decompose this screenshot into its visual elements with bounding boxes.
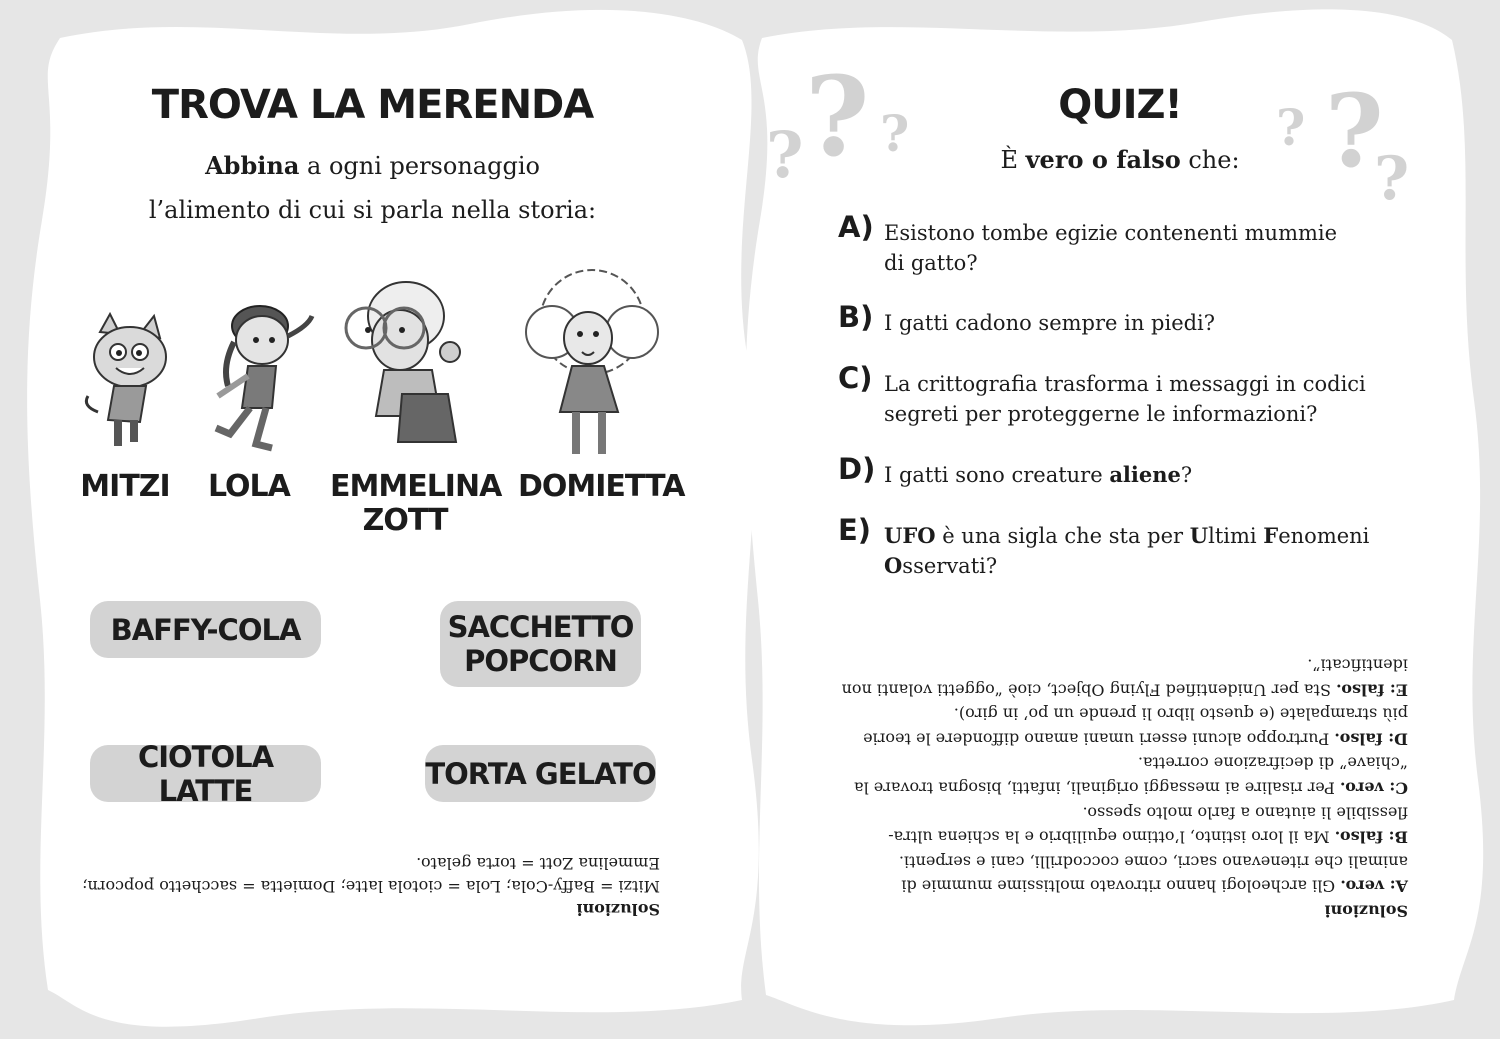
old-woman-glasses-icon — [340, 276, 470, 452]
food-label-text: TORTA GELATO — [425, 756, 656, 791]
solution-text: Ma il loro istinto, l’ottimo equilibrio e la schiena ultra-flessibile li aiutano a farlo molto spesso. — [888, 803, 1408, 847]
food-label-line1: SACCHETTO — [447, 610, 634, 644]
right-solutions-title: Soluzioni — [1324, 901, 1408, 921]
question-letter: E) — [838, 513, 872, 547]
question-line1: La crittografia trasforma i messaggi in codici — [884, 372, 1366, 396]
question-letter: B) — [838, 300, 874, 334]
solution-text: Sta per Unidentified Flying Object, cioè “oggetti volanti non identificati”. — [841, 655, 1408, 700]
text-part: sservati? — [902, 554, 998, 578]
left-solutions-title: Soluzioni — [576, 900, 660, 919]
solution-label: E: falso. — [1336, 680, 1408, 700]
question-line1: Esistono tombe egizie contenenti mummie — [884, 221, 1338, 245]
text-bold: UFO — [884, 523, 936, 548]
question-letter: A) — [838, 210, 874, 244]
character-name-line1: EMMELINA — [330, 469, 502, 504]
page-title-right: QUIZ! — [1058, 82, 1182, 128]
question-text — [884, 308, 1384, 338]
solution-label: D: falso. — [1334, 729, 1408, 749]
intro-suffix: che: — [1180, 146, 1240, 174]
question-text — [884, 521, 1384, 581]
character-name-domietta: DOMIETTA — [518, 469, 685, 504]
solution-text: Gli archeologi hanno ritrovato moltissime mummie di animali che ritenevano sacri, come coccodrilli, cani e serpenti. — [898, 852, 1408, 896]
solution-item-e — [838, 652, 1408, 701]
intro-line1-rest: a ogni personaggio — [299, 152, 540, 180]
food-label-torta-gelato — [425, 745, 656, 802]
cat-character-icon — [78, 312, 188, 452]
solution-text: Purtroppo alcuni esseri umani amano diffondere le teorie più strampalate (e questo libro li prende un po’ in giro). — [863, 704, 1408, 749]
solution-label: B: falso. — [1334, 827, 1408, 847]
food-label-text: CIOTOLA LATTE — [137, 739, 274, 808]
solution-item-a — [838, 849, 1408, 898]
text-bold: U — [1189, 523, 1209, 548]
solution-label: A: vero. — [1340, 876, 1408, 896]
question-line1: I gatti cadono sempre in piedi? — [884, 311, 1216, 335]
left-solutions-upside-down — [80, 852, 660, 921]
character-name-line2: ZOTT — [362, 503, 448, 538]
girl-pigtails-icon — [198, 296, 318, 456]
intro-line2: l’alimento di cui si parla nella storia: — [148, 196, 597, 224]
question-line1 — [884, 521, 1384, 551]
question-mark-icon: ? — [805, 52, 870, 181]
question-mark-icon: ? — [1374, 144, 1410, 214]
intro-prefix: È — [1000, 146, 1026, 174]
question-text — [884, 369, 1384, 429]
character-name-lola: LOLA — [208, 469, 290, 504]
solution-label: C: vero. — [1339, 778, 1408, 798]
question-text-post: ? — [1180, 463, 1193, 487]
food-label-text: BAFFY-COLA — [110, 612, 301, 647]
food-label-ciotola-latte — [90, 739, 321, 808]
solution-text: Per risalire ai messaggi originali, infatti, bisogna trovare la “chiave” di decifrazione corretta. — [854, 753, 1408, 798]
question-mark-icon: ? — [1276, 98, 1306, 157]
question-letter: D) — [838, 452, 876, 486]
page-title-left: TROVA LA MERENDA — [151, 82, 594, 128]
left-intro-text — [110, 144, 635, 232]
intro-bold: vero o falso — [1025, 145, 1181, 174]
left-solutions-text: Mitzi = Baffy-Cola; Lola = ciotola latte; Domietta = sacchetto popcorn; Emmelina Zott = torta gelato. — [82, 854, 660, 896]
character-name-mitzi: MITZI — [80, 469, 170, 504]
text-bold: F — [1263, 523, 1279, 548]
question-text-bold: aliene — [1109, 462, 1181, 487]
question-line2: di gatto? — [884, 251, 978, 275]
food-label-line2: POPCORN — [464, 644, 617, 678]
question-text-pre: I gatti sono creature — [884, 463, 1110, 487]
question-mark-icon: ? — [1325, 72, 1384, 190]
text-part: enomeni — [1278, 524, 1370, 548]
text-part: ltimi — [1208, 524, 1264, 548]
question-text — [884, 218, 1384, 278]
solution-item-d — [838, 701, 1408, 750]
question-line2 — [884, 551, 1384, 581]
question-mark-icon: ? — [766, 118, 804, 193]
text-part: è una sigla che sta per — [935, 524, 1190, 548]
curly-hair-girl-icon — [512, 262, 672, 462]
question-text — [884, 460, 1384, 490]
question-mark-icon: ? — [880, 104, 910, 163]
solution-item-c — [838, 750, 1408, 799]
question-letter: C) — [838, 361, 873, 395]
character-name-emmelina-zott — [330, 469, 502, 538]
food-label-baffy-cola — [90, 601, 321, 658]
solution-item-b — [838, 800, 1408, 849]
food-label-sacchetto-popcorn — [440, 601, 641, 687]
right-solutions-upside-down — [838, 652, 1408, 923]
right-intro-text — [970, 140, 1270, 180]
text-bold: O — [884, 553, 903, 578]
intro-bold-word: Abbina — [205, 151, 300, 180]
question-line2: segreti per proteggerne le informazioni? — [884, 402, 1318, 426]
